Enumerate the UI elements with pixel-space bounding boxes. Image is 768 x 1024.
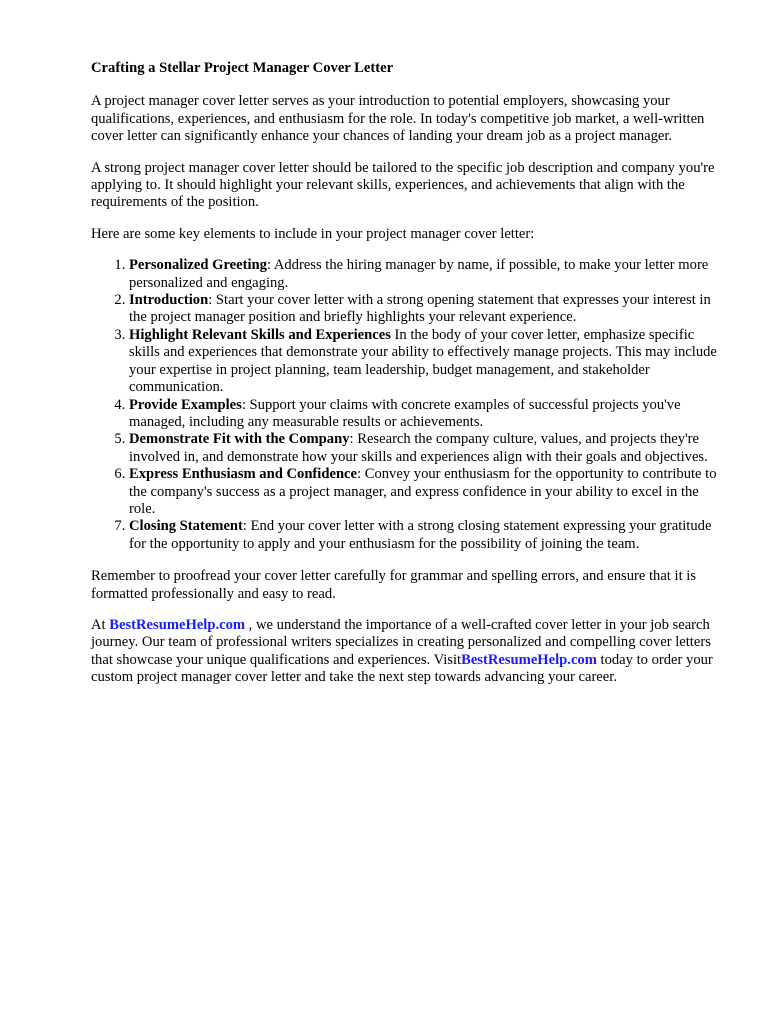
reminder-paragraph: Remember to proofread your cover letter carefully for grammar and spelling errors, and ensure that it is formatted professionally and easy to read. <box>91 568 697 602</box>
list-item-text: : Support your claims with concrete examples of successful projects you've managed, including any measurable results or achievements. <box>129 396 681 430</box>
list-item-heading: Personalized Greeting <box>129 257 267 274</box>
list-item <box>129 327 725 397</box>
list-item <box>129 257 725 292</box>
list-item-heading: Provide Examples <box>129 396 242 413</box>
list-item <box>129 292 725 327</box>
list-item-text: : Research the company culture, values, and projects they're involved in, and demonstrate how your skills and experiences align with their goals and objectives. <box>129 431 708 465</box>
list-item-heading: Introduction <box>129 292 209 309</box>
list-item-text: : Address the hiring manager by name, if possible, to make your letter more personalized and engaging. <box>129 257 709 291</box>
document-title: Crafting a Stellar Project Manager Cover Letter <box>91 60 394 76</box>
tailoring-paragraph: A strong project manager cover letter should be tailored to the specific job description and company you're applying to. It should highlight your relevant skills, experiences, and achievements that align with the requirements of the position. <box>91 159 715 211</box>
intro-paragraph: A project manager cover letter serves as your introduction to potential employers, showcasing your qualifications, experiences, and enthusiasm for the role. In today's competitive job market, a well-written cover letter can significantly enhance your chances of landing your dream job as a project manager. <box>91 93 705 145</box>
list-item-heading: Closing Statement <box>129 518 243 535</box>
list-item <box>129 518 725 553</box>
list-item <box>129 466 725 518</box>
list-item-text: : Convey your enthusiasm for the opportunity to contribute to the company's success as a project manager, and express confidence in your ability to excel in the role. <box>129 466 717 517</box>
list-item-text: : End your cover letter with a strong closing statement expressing your gratitude for the opportunity to apply and your enthusiasm for the possibility of joining the team. <box>129 518 712 552</box>
closing-paragraph <box>91 617 725 687</box>
list-item <box>129 397 725 432</box>
list-item-text: In the body of your cover letter, emphasize specific skills and experiences that demonstrate your ability to effectively manage projects. This may include your expertise in project planning, team leadership, budget management, and stakeholder communication. <box>129 326 717 396</box>
key-elements-list <box>91 257 725 553</box>
closing-middle: , we understand the importance of a well-crafted cover letter in your job search journey. Our team of professional writers specializes in creating personalized and compelling cover letters that showcase your unique qualifications and experiences. Visit <box>91 616 711 668</box>
best-resume-help-link-2[interactable]: BestResumeHelp.com <box>461 651 597 668</box>
document-page <box>91 60 725 701</box>
list-item-heading: Highlight Relevant Skills and Experiences <box>129 326 391 343</box>
list-item <box>129 431 725 466</box>
closing-prefix: At <box>91 616 110 633</box>
closing-suffix: today to order your custom project manager cover letter and take the next step towards advancing your career. <box>91 651 713 686</box>
list-item-text: : Start your cover letter with a strong opening statement that expresses your interest in the project manager position and briefly highlights your relevant experience. <box>129 292 711 326</box>
list-item-heading: Demonstrate Fit with the Company <box>129 431 350 448</box>
list-item-heading: Express Enthusiasm and Confidence <box>129 466 358 483</box>
best-resume-help-link[interactable]: BestResumeHelp.com <box>109 616 246 633</box>
key-elements-paragraph: Here are some key elements to include in your project manager cover letter: <box>91 225 535 242</box>
